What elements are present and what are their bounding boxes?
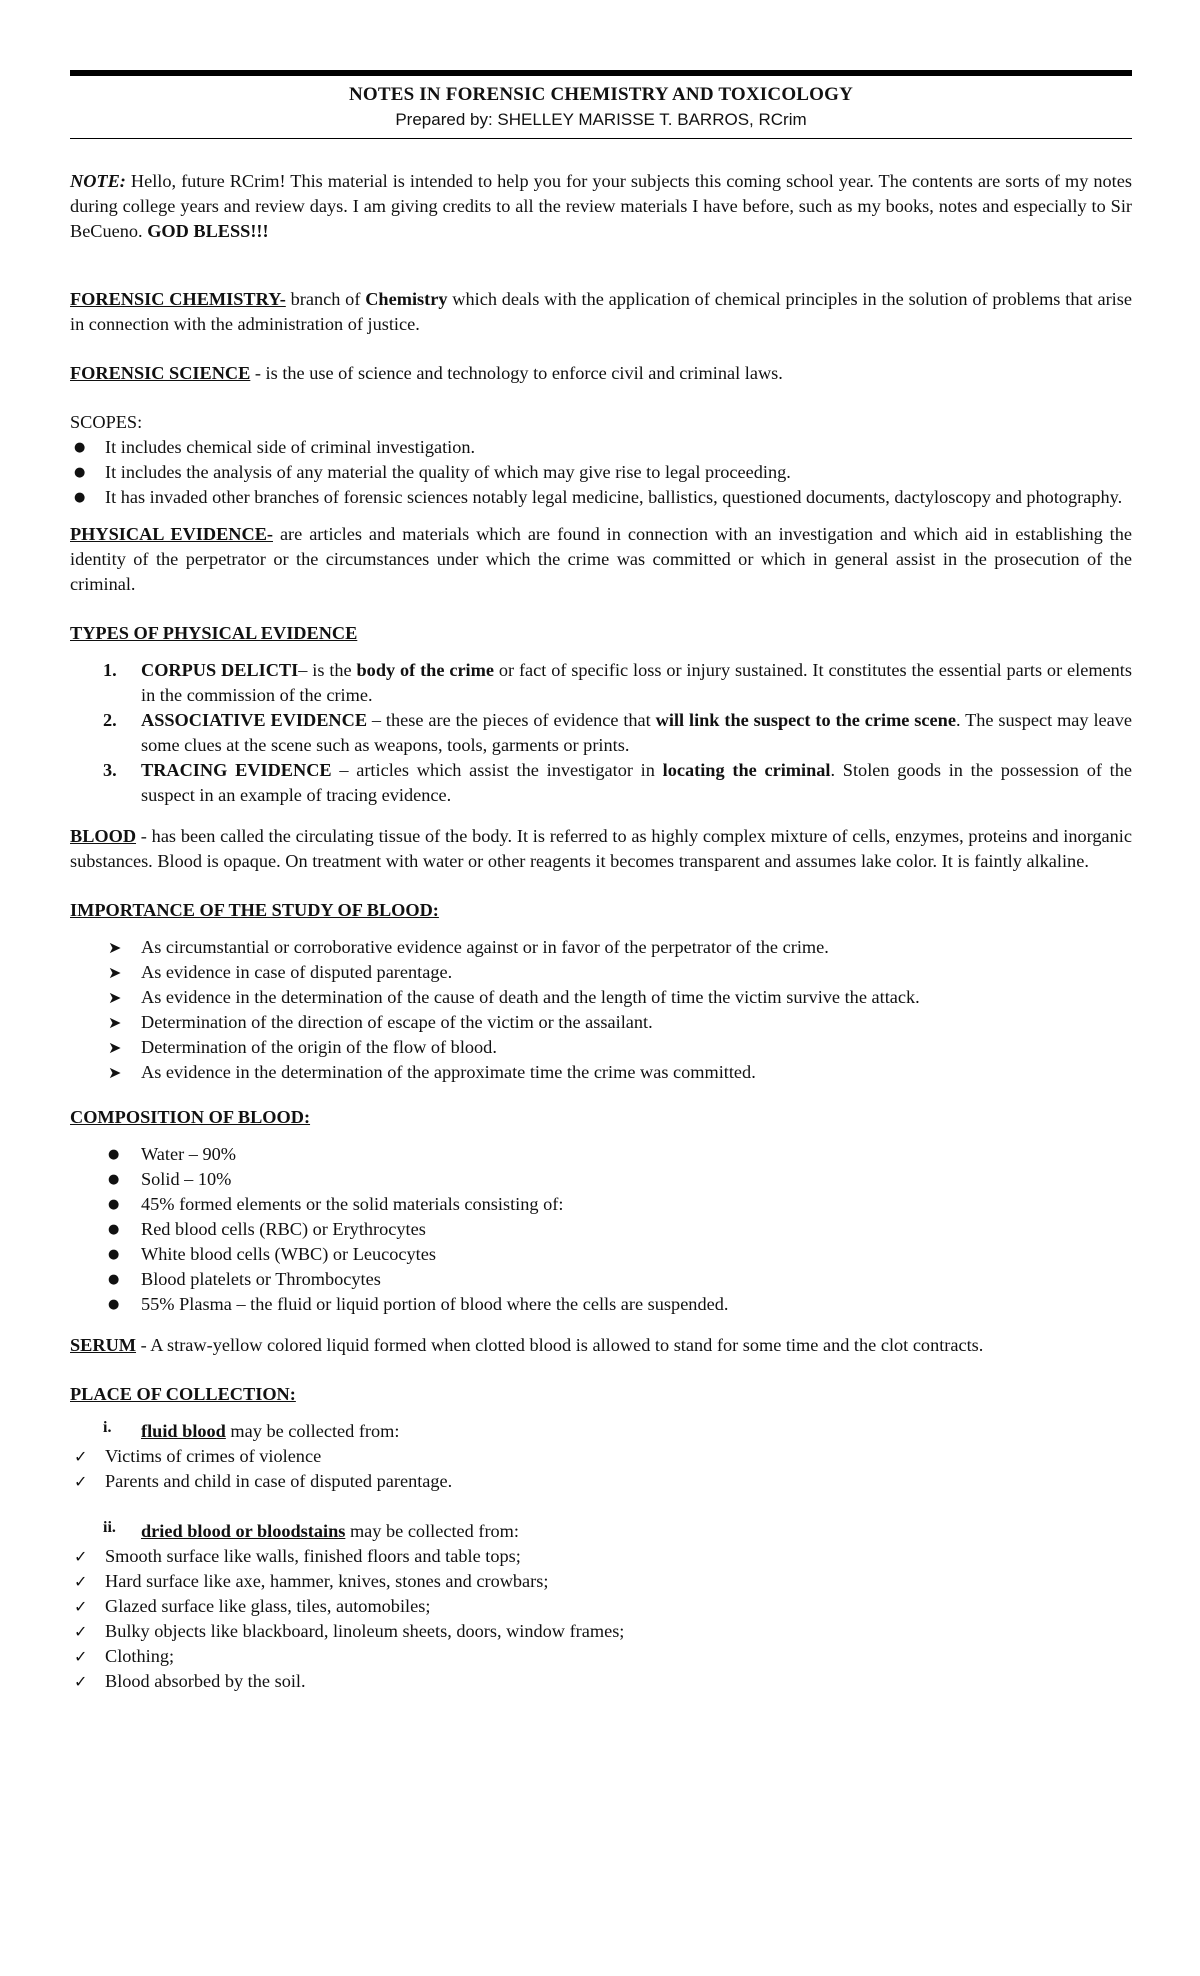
list-item: [70, 1569, 1132, 1594]
item-number: 1.: [103, 660, 117, 680]
arrow-bullet-icon: ➤: [108, 1038, 122, 1057]
item-number: ii.: [103, 1519, 116, 1536]
bullet-icon: ●: [74, 465, 86, 480]
list-item: [70, 1644, 1132, 1669]
composition-list: [70, 1142, 1132, 1317]
types-heading: TYPES OF PHYSICAL EVIDENCE: [70, 623, 358, 643]
arrow-bullet-icon: ➤: [108, 1013, 122, 1032]
definition-text: are articles and materials which are found in connection with an investigation and which aid in establishing the identity of the perpetrator or the circumstances under which the crime was committed or which in general assist in the prosecution of the criminal.: [70, 524, 1132, 594]
definition-text: which deals with the application of chemical principles in the solution of problems that arise in connection with the administration of justice.: [70, 289, 1132, 334]
arrow-bullet-icon: ➤: [108, 963, 122, 982]
list-item-text: 45% formed elements or the solid materials consisting of:: [141, 1194, 564, 1214]
list-item-text: Parents and child in case of disputed parentage.: [105, 1471, 453, 1491]
types-list: [70, 658, 1132, 808]
arrow-bullet-icon: ➤: [108, 1063, 122, 1082]
blood-definition: [70, 824, 1132, 874]
collection-section: [70, 1382, 1132, 1694]
list-item-text: Hard surface like axe, hammer, knives, stones and crowbars;: [105, 1571, 549, 1591]
list-item: [70, 1267, 1132, 1292]
item-text: – is the: [298, 660, 357, 680]
list-item: [70, 758, 1132, 808]
list-item: [70, 1217, 1132, 1242]
check-icon: ✓: [74, 1547, 88, 1566]
fluid-blood-term: fluid blood: [141, 1421, 226, 1441]
item-term: CORPUS DELICTI: [141, 660, 299, 680]
serum-definition: [70, 1333, 1132, 1358]
scopes-heading: SCOPES:: [70, 412, 143, 432]
list-item-text: Victims of crimes of violence: [105, 1446, 322, 1466]
serum-term: SERUM: [70, 1335, 137, 1355]
collection-heading: PLACE OF COLLECTION:: [70, 1384, 296, 1404]
list-item: [70, 1035, 1132, 1060]
check-icon: ✓: [74, 1572, 88, 1591]
list-item-text: Determination of the direction of escape of the victim or the assailant.: [141, 1012, 653, 1032]
list-item: [70, 1142, 1132, 1167]
bullet-icon: ●: [108, 1247, 120, 1262]
forensic-science-term: FORENSIC SCIENCE: [70, 363, 251, 383]
list-item-text: Red blood cells (RBC) or Erythrocytes: [141, 1219, 426, 1239]
forensic-chemistry-definition: [70, 287, 1132, 337]
note-paragraph: [70, 169, 1132, 244]
bullet-icon: ●: [108, 1147, 120, 1162]
subheading-text: may be collected from:: [345, 1521, 519, 1541]
list-item-text: Water – 90%: [141, 1144, 236, 1164]
item-bold: will link the suspect to the crime scene: [655, 710, 956, 730]
item-number: 2.: [103, 710, 117, 730]
item-text: – these are the pieces of evidence that: [367, 710, 656, 730]
list-item: [70, 1544, 1132, 1569]
list-item-text: As evidence in the determination of the cause of death and the length of time the victim survive the attack.: [141, 987, 920, 1007]
fluid-blood-list: [70, 1444, 1132, 1494]
arrow-bullet-icon: ➤: [108, 988, 122, 1007]
importance-list: [70, 935, 1132, 1085]
list-item: [70, 1060, 1132, 1085]
list-item-text: White blood cells (WBC) or Leucocytes: [141, 1244, 436, 1264]
list-item-text: Glazed surface like glass, tiles, automobiles;: [105, 1596, 431, 1616]
forensic-chemistry-term: FORENSIC CHEMISTRY-: [70, 289, 286, 309]
bullet-icon: ●: [108, 1172, 120, 1187]
list-item: [70, 1292, 1132, 1317]
physical-evidence-term: PHYSICAL EVIDENCE-: [70, 524, 273, 544]
list-item-text: As evidence in case of disputed parentage.: [141, 962, 453, 982]
item-term: TRACING EVIDENCE: [141, 760, 332, 780]
note-label: NOTE:: [70, 171, 126, 191]
item-term: ASSOCIATIVE EVIDENCE: [141, 710, 368, 730]
item-number: i.: [103, 1419, 112, 1436]
document-page: [70, 0, 1132, 1694]
definition-text: - is the use of science and technology to enforce civil and criminal laws.: [250, 363, 783, 383]
check-icon: ✓: [74, 1622, 88, 1641]
list-item: [70, 1242, 1132, 1267]
scopes-section: [70, 410, 1132, 510]
note-closing: GOD BLESS!!!: [147, 221, 269, 241]
document-header: [70, 70, 1132, 139]
item-text: . Stolen goods in the possession of the suspect in an example of tracing evidence.: [141, 760, 1133, 805]
bullet-icon: ●: [108, 1297, 120, 1312]
list-item: [70, 435, 1132, 460]
check-icon: ✓: [74, 1447, 88, 1466]
composition-section: [70, 1105, 1132, 1317]
list-item-text: It has invaded other branches of forensic sciences notably legal medicine, ballistics, questioned documents, dactyloscopy and photography.: [105, 487, 1123, 507]
check-icon: ✓: [74, 1472, 88, 1491]
list-item-text: Blood absorbed by the soil.: [105, 1671, 306, 1691]
list-item: [70, 1594, 1132, 1619]
bullet-icon: ●: [108, 1272, 120, 1287]
list-item: [70, 1167, 1132, 1192]
list-item: [70, 485, 1132, 510]
subheading-text: may be collected from:: [225, 1421, 400, 1441]
list-item: [70, 1669, 1132, 1694]
definition-bold: Chemistry: [365, 289, 448, 309]
list-item-text: It includes chemical side of criminal investigation.: [105, 437, 476, 457]
item-text: – articles which assist the investigator in: [331, 760, 663, 780]
importance-section: [70, 898, 1132, 1085]
blood-term: BLOOD: [70, 826, 137, 846]
list-item: [70, 460, 1132, 485]
dried-blood-list: [70, 1544, 1132, 1694]
item-text: . The suspect may leave some clues at the scene such as weapons, tools, garments or prints.: [141, 710, 1133, 755]
list-item: [70, 708, 1132, 758]
definition-text: - has been called the circulating tissue of the body. It is referred to as highly complex mixture of cells, enzymes, proteins and inorganic substances. Blood is opaque. On treatment with water or other reagents it becomes transparent and assumes lake color. It is faintly alkaline.: [70, 826, 1132, 871]
check-icon: ✓: [74, 1672, 88, 1691]
dried-blood-term: dried blood or bloodstains: [141, 1521, 346, 1541]
definition-text: branch of: [285, 289, 366, 309]
item-number: 3.: [103, 760, 117, 780]
definition-text: - A straw-yellow colored liquid formed when clotted blood is allowed to stand for some time and the clot contracts.: [136, 1335, 984, 1355]
document-title: NOTES IN FORENSIC CHEMISTRY AND TOXICOLOGY: [348, 84, 854, 105]
list-item-text: Clothing;: [105, 1646, 175, 1666]
list-item: [70, 985, 1132, 1010]
list-item-text: As evidence in the determination of the approximate time the crime was committed.: [141, 1062, 756, 1082]
list-item-text: 55% Plasma – the fluid or liquid portion of blood where the cells are suspended.: [141, 1294, 729, 1314]
list-item: [70, 1444, 1132, 1469]
forensic-science-definition: [70, 361, 1132, 386]
list-item-text: It includes the analysis of any material the quality of which may give rise to legal proceeding.: [105, 462, 791, 482]
list-item-text: Bulky objects like blackboard, linoleum sheets, doors, window frames;: [105, 1621, 625, 1641]
item-bold: locating the criminal: [662, 760, 831, 780]
bullet-icon: ●: [108, 1197, 120, 1212]
list-item-text: Blood platelets or Thrombocytes: [141, 1269, 381, 1289]
arrow-bullet-icon: ➤: [108, 938, 122, 957]
list-item-text: As circumstantial or corroborative evidence against or in favor of the perpetrator of the crime.: [141, 937, 829, 957]
scopes-list: [70, 435, 1132, 510]
dried-blood-subheading: [70, 1519, 1132, 1544]
list-item: [70, 1010, 1132, 1035]
list-item-text: Solid – 10%: [141, 1169, 232, 1189]
list-item: [70, 935, 1132, 960]
item-text: or fact of specific loss or injury sustained. It constitutes the essential parts or elements in the commission of the crime.: [141, 660, 1132, 705]
bullet-icon: ●: [74, 490, 86, 505]
list-item: [70, 658, 1132, 708]
list-item: [70, 1192, 1132, 1217]
list-item: [70, 960, 1132, 985]
list-item-text: Determination of the origin of the flow of blood.: [141, 1037, 497, 1057]
list-item: [70, 1469, 1132, 1494]
composition-heading: COMPOSITION OF BLOOD:: [70, 1107, 311, 1127]
list-item-text: Smooth surface like walls, finished floors and table tops;: [105, 1546, 521, 1566]
list-item: [70, 1619, 1132, 1644]
importance-heading: IMPORTANCE OF THE STUDY OF BLOOD:: [70, 900, 439, 920]
check-icon: ✓: [74, 1647, 88, 1666]
bullet-icon: ●: [108, 1222, 120, 1237]
check-icon: ✓: [74, 1597, 88, 1616]
note-text: Hello, future RCrim! This material is intended to help you for your subjects this coming school year. The contents are sorts of my notes during college years and review days. I am giving credits to all the review materials I have before, such as my books, notes and especially to Sir BeCueno.: [70, 171, 1132, 241]
document-author: Prepared by: SHELLEY MARISSE T. BARROS, RCrim: [395, 110, 807, 129]
bullet-icon: ●: [74, 440, 86, 455]
fluid-blood-subheading: [70, 1419, 1132, 1444]
types-section: [70, 621, 1132, 808]
physical-evidence-definition: [70, 522, 1132, 597]
item-bold: body of the crime: [356, 660, 494, 680]
